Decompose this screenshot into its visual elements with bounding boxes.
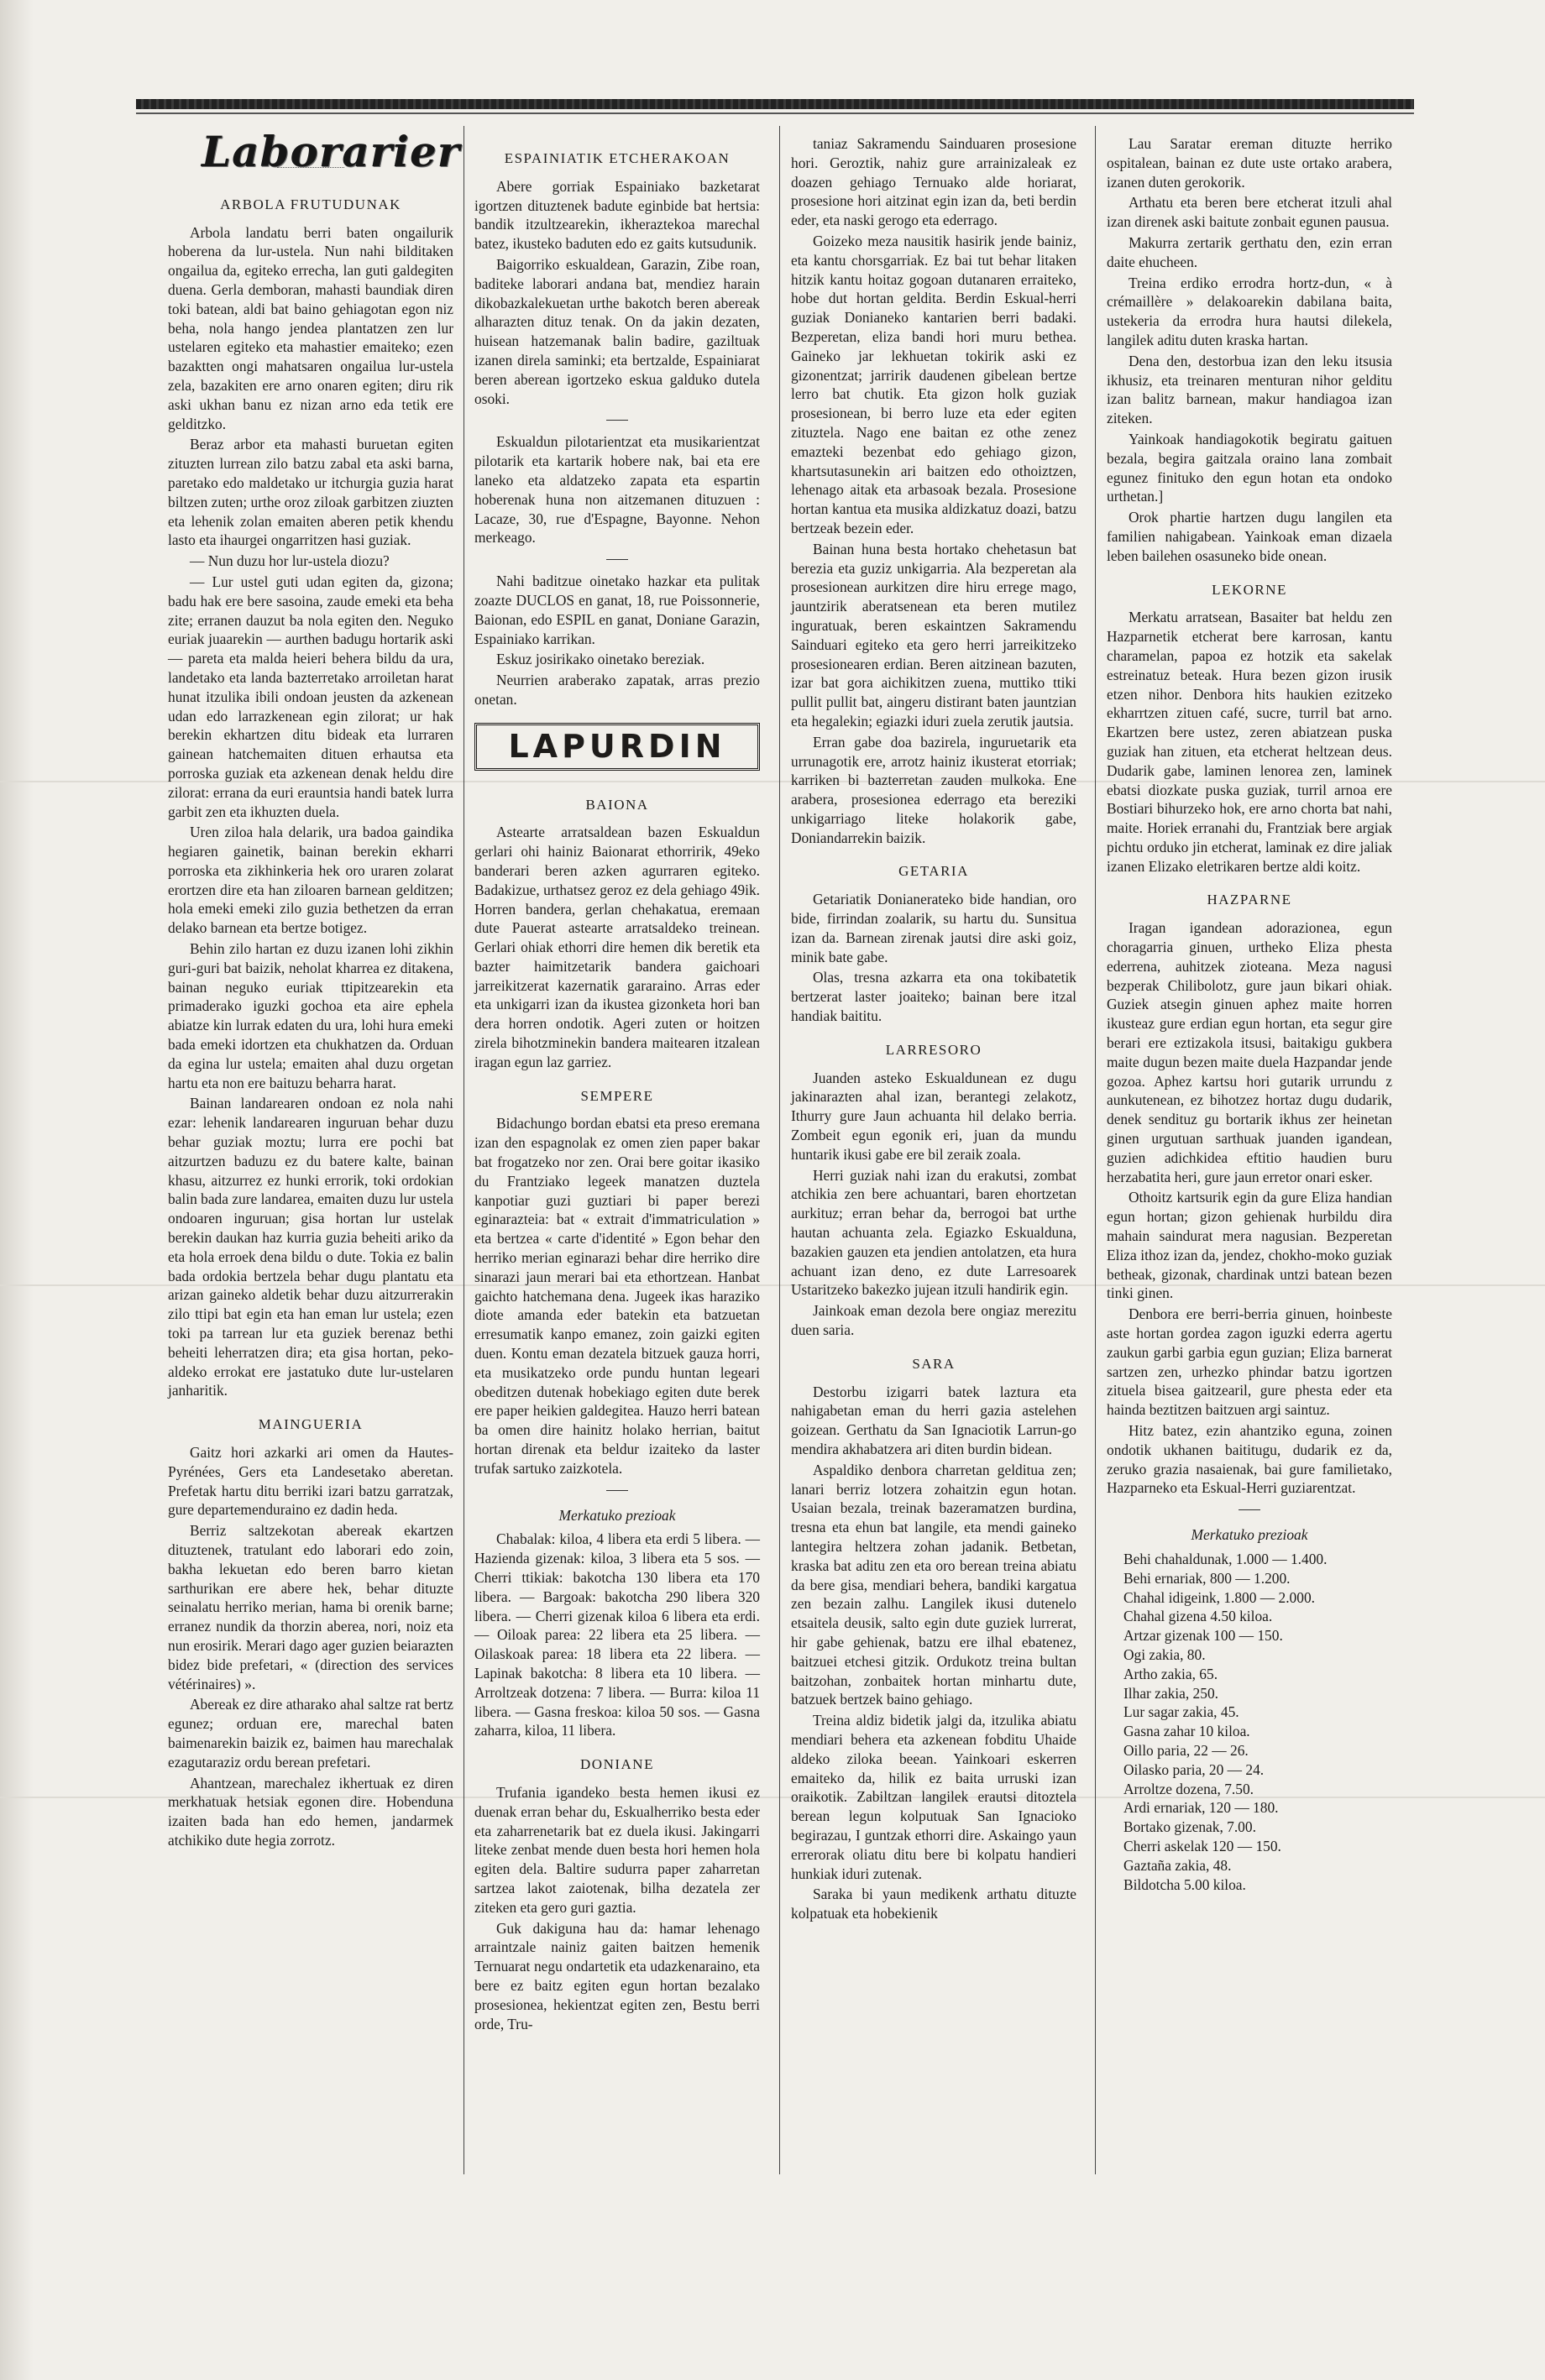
article-paragraph: Jainkoak eman dezola bere ongiaz merezitu duen saria. [791, 1302, 1076, 1339]
article-paragraph: Neurrien araberako zapatak, arras prezio onetan. [474, 672, 760, 708]
price-line: Behi chahaldunak, 1.000 — 1.400. [1123, 1550, 1328, 1567]
article-paragraph: Juanden asteko Eskualdunean ez dugu jakinarazten ahal izan, berantegi zelakotz, Ithurry gure Jaun achuanta hil delako berria. Zombeit egun egonik eri, juan da mundu huntarik ikusi gabe ere bil zeraik zoala. [791, 1069, 1076, 1163]
prices-heading: Merkatuko prezioak [558, 1506, 676, 1524]
price-line: Behi ernariak, 800 — 1.200. [1123, 1569, 1291, 1587]
article-paragraph: Arthatu eta beren bere etcherat itzuli ahal izan direnek aski baitute zonbait egunen pausua. [1107, 194, 1392, 231]
article-paragraph: Herri guziak nahi izan du erakutsi, zombat atchikia zen bere achuantari, baren ehortzetan aurkituz; erran behar da, berrogoi bat urthe hautan achuanta zela. Egiazko Eskualduna, bazakien gauzen eta jendien antolatzen, eta hura achuant izan deno, ez dute Larresoarek Ustaritzeko bakezko jujean itzuli handirik egin. [791, 1166, 1076, 1299]
article-paragraph: Destorbu izigarri batek laztura eta nahigabetan eman du herri gazia astelehen goizean. Gerthatu da San Ignaciotik Larrun-go mendira akhabatzera ari diten burdin bidean. [791, 1383, 1076, 1457]
article-paragraph: Baigorriko eskualdean, Garazin, Zibe roan, baditeke laborari andana bat, mendiez harain dikobazkalekuetan urthe bakotch beren abereak alharazten dituz tenak. On da jakin dezaten, huisean hatzemanak balin badire, gaziltuak izanen direla saminki; eta bertzalde, Espainiarat beren aberean igortzeko eskua galduko dutela osoki. [474, 255, 760, 407]
section-heading: LEKORNE [1212, 581, 1287, 598]
section-heading: ESPAINIATIK ETCHERAKOAN [504, 150, 731, 166]
price-line: Chahal gizena 4.50 kiloa. [1123, 1608, 1273, 1625]
article-paragraph: Abere gorriak Espainiako bazketarat igortzen dituztenek badute eginbide bat hertsia: bandik itzultzearekin, ikheraztekoa marechal batez, ikusteko baduten edo ez gaits kutsudunik. [474, 177, 760, 253]
section-separator [606, 1490, 628, 1491]
section-heading: SARA [912, 1355, 956, 1372]
section-heading: HAZPARNE [1207, 892, 1292, 908]
article-paragraph: taniaz Sakramendu Sainduaren prosesione hori. Geroztik, nahiz gure arrainizaleak ez doazen gehiago Ternuako alde horiarat, prosesione hori aitzinat egin izan da, beti berdin eder, eta naski gerogo eta ederrago. [791, 135, 1076, 229]
article-paragraph: Merkatu arratsean, Basaiter bat heldu zen Hazparnetik etcherat bere karrosan, kantu charamelan, papoa ez hotzik eta sakelak estreinatuz beteak. Hura bezen gizon irusik etzen nihor. Denbora hits haukien ezitzeko ekharrtzen zituen café, sucre, turril bat arno. Ekartzen bere ustez, zeren abiatzean puska guziak han zituen, eta etcherat heltzean deus. Dudarik gabe, laminen lenorea zen, laminek ebatsi diozkate puska guziak, turril arnoa ere Bostiari bihurzeko hok, ere arno chorta bat nahi, maite. Horiek erranahi du, Frantziak bere argiak pichtu orduko jin etcherat, laminak ez dire jaliak izanen Elizako eletrikaren bertze aldi koitz. [1107, 609, 1392, 875]
article-paragraph: — Nun duzu hor lur-ustela diozu? [190, 552, 390, 570]
section-separator [606, 420, 628, 421]
article-paragraph: Erran gabe doa bazirela, inguruetarik eta urrunagotik ere, arrotz hainiz ikusterat etorriak; karriken bi bazterretan zauden mulkoka. Ene arabera, prosesionea ederrago eta bereziki unkigarriago liteke holakorik gabe, Doniandarrekin baizik. [791, 733, 1076, 846]
price-line: Oillo paria, 22 — 26. [1123, 1741, 1249, 1759]
top-border-rule [136, 99, 1414, 109]
prices-heading: Merkatuko prezioak [1191, 1526, 1308, 1544]
article-paragraph: Eskualdun pilotarientzat eta musikarientzat pilotarik eta kartarik hobere nak, bai eta ere laneko eta aldatzeko zapata eta espartin hoberenak huna non aitzemanen dituzuen : Lacaze, 30, rue d'Espagne, Bayonne. Nehon merkeago. [474, 433, 760, 547]
article-paragraph: Arbola landatu berri baten ongailurik hoberena da lur-ustela. Nun nahi bilditaken ongailua da, egiteko errecha, lan guti galdegiten duena. Gerla demboran, mahasti baundiak diren toki batean, aldi bat baino gehiagotan egon niz beha, nola hango jendea plantatzen zen lur ustelaren egiteko eta mahastier emaiteko; ezen bazaktten ongi mahatsaren ongailua lur-ustela zela, bazakiten ere arno onaren egiten; diru rik aski ukhan banu ez nizan arno eda tetik ere gelditzko. [168, 223, 453, 432]
masthead-title: Laborarier [202, 127, 461, 176]
section-heading: SEMPERE [580, 1087, 654, 1104]
page-edge [0, 0, 34, 2380]
article-paragraph: Chabalak: kiloa, 4 libera eta erdi 5 libera. — Hazienda gizenak: kiloa, 3 libera eta 5 sos. — Cherri ttikiak: bakotcha 130 libera eta 170 libera. — Bargoak: bakotcha 290 libera 320 libera. — Cherri gizenak kiloa 6 libera eta erdi. — Oiloak parea: 22 libera eta 25 libera. — Oilaskoak parea: 18 libera eta 22 libera. — Lapinak bakotcha: 8 libera eta 10 libera. — Arroltzeak dotzena: 7 libera. — Burra: kiloa 11 libera. — Gasna freskoa: kiloa 50 sos. — Gasna zaharra, kiloa, 11 libera. [474, 1530, 760, 1739]
price-line: Gaztaña zakia, 48. [1123, 1856, 1232, 1874]
article-paragraph: Getariatik Donianerateko bide handian, oro bide, firrindan zoalarik, su hartu du. Sunsitua izan da. Barnean zirenak jautsi dire aski goiz, minik bate gabe. [791, 891, 1076, 965]
article-paragraph: Othoitz kartsurik egin da gure Eliza handian egun hortan; gizon gehienak hurbildu dira mahain saindurat mera nagusian. Bezperetan Eliza ithoz izan da, jendez, chokho-moko guziak betheak, gizonak, chardinak untzi batean bezen tinki ginen. [1107, 1189, 1392, 1302]
article-paragraph: Aspaldiko denbora charretan gelditua zen; lanari berriz lotzera zohaitzin egun hotan. Usaian bezala, treinak bazeramatzen burdina, tresna eta ehun bat langile, eta mendi gaineko lantegira heltzera zohan jadanik. Betbetan, kraska bat aditu zen eta oro berean treina abiatu da bere gisa, mendiari behera, bandiki kargatua zen bezain zalhu. Langilek ikusi dutenelo etsaitela deusik, salto egin dute guziek lurrerat, hir gabe gehienak, batzu ere ilhal ebatenez, baitzuei etchesi gitzik. Ordukotz treina bultan baitzohan, zonbaitek hortan minhartu dute, batzuek bertzek baino gehiago. [791, 1461, 1076, 1708]
article-paragraph: Nahi baditzue oinetako hazkar eta pulitak zoazte DUCLOS en ganat, 18, rue Poissonnerie, Baionan, edo ESPIL en ganat, Doniane Garazin, Espainiako karrikan. [474, 573, 760, 647]
article-paragraph: Trufania igandeko besta hemen ikusi ez duenak erran behar du, Eskualherriko besta eder eta zaharrenetarik bat ez duela ikusi. Jakingarri liteke zenbat mende duen besta hori hemen hola egiten dela. Baltire sudurra paper zaharretan sartzea lakot zaiotenak, bilha dezatela zer ziteken eta gero guri gaztia. [474, 1783, 760, 1916]
article-paragraph: Hitz batez, ezin ahantziko eguna, zoinen ondotik ukhanen baititugu, dudarik ez da, zeruko grazia nasaienak, bai gure familietako, Hazparneko eta Eskual-Herri guziarentzat. [1107, 1422, 1392, 1497]
price-line: Ogi zakia, 80. [1123, 1645, 1206, 1663]
column-divider [1095, 126, 1096, 2174]
article-paragraph: Ahantzean, marechalez ikhertuak ez diren merkhatuak hetsiak egonen dire. Hobenduna izaiten bada han edo hemen, jandarmek atchikiko dute hegia zorrotz. [168, 1774, 453, 1849]
section-separator [606, 559, 628, 560]
column-divider [779, 126, 780, 2174]
article-paragraph: Goizeko meza nausitik hasirik jende bainiz, eta kantu chorsgarriak. Ez bai tut behar litaken hitzik kantu hoitaz gogoan dutanaren erraiteko, hobe dut hortan geldita. Berdin Eskual-herri guziak Donianeko kantarien berri badaki. Bezperetan, eliza bandi hori muru bethea. Gaineko jar lekhuetan tokirik aski ez gizonentzat; jarririk daudenen gibelean bertze lerro bat chutik. Eta gizon holk guziak prosesionean, bi berro luze eta eder egiten zituztela. Nago ene baitan ez othe zenez emazteki bezenbat edo gehiago gizon, khartsutasunekin ari baitzen edo othoiztzen, lehenago aitak eta arbasoak bezala. Prosesione hortan kantua eta musika aldizkatuz doazi, batzu bertzeak bezein eder. [791, 232, 1076, 536]
price-line: Oilasko paria, 20 — 24. [1123, 1760, 1265, 1778]
section-heading: MAINGUERIA [258, 1416, 364, 1433]
price-line: Arroltze dozena, 7.50. [1123, 1780, 1254, 1797]
article-paragraph: Bainan huna besta hortako chehetasun bat berezia eta guziz unkigarria. Ala bezperetan ala prosesionean aurkitzen dire hiru errege mago, jauntzirik aberatsenean eta beren mutilez inguratuak, beren eskaintzen Sakramendu Sainduari egiteko eta gero herri jarreikitzeko prosesionearen erdian. Beren aitzinean bazuten, izar bat gora aichikitzen zuena, muttiko ttiki pullit pullit bat, aingeru distirant baten jauntzian eta hegalekin; egiazki iduri zuela zerutik jautsia. [791, 540, 1076, 730]
top-border-rule-thin [136, 112, 1414, 114]
price-line: Chahal idigeink, 1.800 — 2.000. [1123, 1588, 1315, 1606]
price-line: Gasna zahar 10 kiloa. [1123, 1723, 1250, 1740]
price-line: Bortako gizenak, 7.00. [1123, 1818, 1256, 1836]
column-1 [168, 127, 461, 1852]
section-heading: DONIANE [580, 1756, 654, 1773]
article-paragraph: Astearte arratsaldean bazen Eskualdun gerlari ohi hainiz Baionarat ethorririk, 49eko banderari beren azken agurraren egiteko. Badakizue, urthatsez geroz ez dela gehiago 49ik. Horren bandera, gerlan chehakatua, eremaan dute Pauerat astearte arratsaldeko treinean. Gerlari ohiak ethorri dire hemen dik beretik eta bazter haimitzetarik bandera gaichoari jarreikitzerat kazernatik gararaino. Arras eder eta unkigarri izan da ikustea gizonketa hori ban dera horren ondotik. Ageri zuten or hoitzen zirela bihotzminekin bandera maitearen itzalean iragan egun laz garriez. [474, 824, 760, 1070]
section-heading: BAIONA [585, 796, 649, 813]
region-banner: LAPURDIN [474, 723, 760, 771]
article-paragraph: Berriz saltzekotan abereak ekartzen dituztenek, tratulant edo laborari edo zoin, bakha lekuetan edo beren barro kietan sarthurikan ere abere hek, behar dituzte seinalatu herriko merian, hama bi orenik barne; erranez nundik da thorzin aberea, nori, noiz eta nun erosirik. Merari dago ager guzien beiarazten bidez bide prefetari, « (direction des services vétérinaires) ». [168, 1522, 453, 1692]
article-paragraph: Orok phartie hartzen dugu langilen eta familien nahigabean. Yainkoak eman dizaela leben bailehen osasuneko bide onean. [1107, 509, 1392, 564]
article-paragraph: — Lur ustel guti udan egiten da, gizona; badu hak ere bere sasoina, zaude emeki eta beha zite; erranen dauzut ba nola egiten den. Neguko euriak juaarekin — aurthen badugu hortarik aski — pareta eta malda heieri behera bildu da ura, landetako eta landa bazterretako arroiletan harat hunat itzulika ibili ondoan jeusten da azkenean udan edo larrazkenean egin zilorat; ur hak berekin ekhartzen ditu bideak eta lurraren gainean hatchemaiten dituen erhautsa eta porroska guziak eta azkenean denak heldu dire zilorat: errana da euri erauntsia handi batek lurra garbit zen eta ikhuzten duela. [168, 573, 453, 820]
article-paragraph: Treina aldiz bidetik jalgi da, itzulika abiatu mendiari behera eta azkenean fobditu Uhaide aldeko ziloka beean. Yainkoari eskerren emaiteko da, hilik ez baita urruski izan oraikotik. Zabiltzan langilek erautsi ditoztela berean legun kolputuak San Ignacioko begirazau, I guntzak ethorri dire. Askaingo yaun errerorak oliatu ditu bere bi kolpatu handieri hunkiak iduri zutenak. [791, 1712, 1076, 1882]
article-paragraph: Saraka bi yaun medikenk arthatu dituzte kolpatuak eta hobekienik [791, 1886, 1076, 1922]
price-line: Ilhar zakia, 250. [1123, 1684, 1218, 1702]
article-paragraph: Bainan landarearen ondoan ez nola nahi ezar: lehenik landarearen inguruan behar duzu behar guziak moztu; lurra ere pochi bat aitzurtzen baduzu ez du batere kalte, bainan khasu, aitzurrez ez hunki errorik, toki ordokian balin bada zure landarea, emaiten duzu lur ustela ondoaren inguruan; gisa hortan lur ustelak berekin daukan haz kurria guzia beheiti ariko da eta hola erroek dena bildu o dute. Tokia ez balin bada ordokia bertzela behar dugu plantatu eta arizan gaineko aldetik behar duzu aitzurrerakin zilo ttipi bat egin eta han eman lur ustela; ezen toki pa tarrean lur eta guziek berenaz bethi beheiti leherratzen dira; eta gisa hortan, peko-aldeko errokat ere jastatuko dute lur-ustelaren janharitik. [168, 1095, 453, 1399]
article-paragraph: Denbora ere berri-berria ginuen, hoinbeste aste hortan gordea zagon iguzki ederra agertu zaukun garbi garbia egun guzian; Eliza barnerat sartzen zen, urhezko phindar batzu igortzen zituela bisea gaitzearil, gure phesta eder eta hainda beztitzen baitzuen argi saintuz. [1107, 1305, 1392, 1419]
section-heading: ARBOLA FRUTUDUNAK [220, 196, 401, 212]
column-2 [474, 134, 760, 2035]
column-3 [791, 134, 1076, 1925]
price-line: Cherri askelak 120 — 150. [1123, 1837, 1281, 1854]
article-paragraph: Lau Saratar ereman dituzte herriko ospitalean, bainan ez dute uste ortako arabera, izanen duten gerokorik. [1107, 135, 1392, 191]
column-4 [1107, 134, 1392, 1894]
article-paragraph: Behin zilo hartan ez duzu izanen lohi zikhin guri-guri bat baizik, neholat kharrea ez ditakena, bainan neguko euriak ttipitzearekin eta primaderako iguzki gochoa eta aire ephela abiatze kin lurrak edaten du ura, lohi hura emeki bada emeki idortzen eta chukhatzen da. Orduan da egina lur ustela; emaiten ahal duzu orgetan hartu eta non ere baituzu beharra harat. [168, 940, 453, 1091]
article-paragraph: Iragan igandean adorazionea, egun choragarria ginuen, urtheko Eliza phesta ederrena, auhitzek zioteana. Meza nagusi bezperak Chilibolotz, gure jaun bikari ohiak. Guziek atsegin ginuen aphez maite horren ikusteaz gure erdian egun hortan, eta segur gire berari ere eztizakola itsusi, baitakigu gukbera maite dugun bezen maite duela Hazpandar jende gozoa. Aphez kartsu hori gutarik urrundu z aunkutenean, ez bihotzez hortaz dugu dudarik, denek sendituz gu bortarik ikhus zer heinetan ginen urgutuan sarthuak juanden igandean, guzien adichkidea eftitio haudien buru herzabatita heri, gure jaun erretor onari esker. [1107, 919, 1392, 1185]
section-heading: GETARIA [898, 863, 969, 880]
article-paragraph: Bidachungo bordan ebatsi eta preso eremana izan den espagnolak ez omen zien paper bakar bat frogatzeko nor zen. Orai bere goitar ikasiko du Frantziako legeek manatzen duztela kanpotiar guzi guztiari bi paper berezi eginarazteia: bat « extrait d'immatriculation » eta bertzea « carte d'identité » Egon behar den herriko merian eginarazi behar dire herriko dire sinarazi jaun merari bai eta ethortzean. Hanbat gaichto hatchemana dena. Jugeek ikas haraziko diote amanda eder batekin eta batzuetan erresumatik kanpo emanez, zoin gaizki egiten duen. Kontu eman dezatela bitzuek gauza horri, eta musikatzeko orde pundu huntan legeari obeditzen dutenak hobekiago egiten dute berek ere paper heikien galdegitea. Hauzo herri batean ba omen dire hainitz holako herrian, baitut hortan direnak eta beldur izaiteko da laster trufak sartuko zaizkotela. [474, 1115, 760, 1477]
article-paragraph: Makurra zertarik gerthatu den, ezin erran daite ehucheen. [1107, 233, 1392, 270]
article-paragraph: Yainkoak handiagokotik begiratu gaituen bezala, begira gaitzala oraino lana zombait egunez finituko den egun hotan eta ondoko urthetan.] [1107, 430, 1392, 505]
price-line: Artho zakia, 65. [1123, 1665, 1218, 1682]
price-line: Lur sagar zakia, 45. [1123, 1703, 1239, 1721]
price-line: Artzar gizenak 100 — 150. [1123, 1627, 1283, 1645]
article-paragraph: Uren ziloa hala delarik, ura badoa gaindika hegiaren gainetik, bainan berekin ekharri porroska eta zikhinkeria hek oro uraren zolarat erortzen dire eta han ziloaren barnean gelditzen; hola emeki emeki zilo guzia bethetzen da erran delako barnean eta bertze botigez. [168, 824, 453, 937]
price-line: Ardi ernariak, 120 — 180. [1123, 1799, 1279, 1817]
section-separator [1239, 1509, 1260, 1510]
article-paragraph: Abereak ez dire atharako ahal saltze rat bertz egunez; orduan ere, marechal baten baimenarekin baizik ez, baimen hau marechalak ezagutaraziz ordu berean prefetari. [168, 1696, 453, 1771]
article-paragraph: Beraz arbor eta mahasti buruetan egiten zituzten lurrean zilo batzu zabal eta aski barna, paretako edo maldetako ur itchurgia guzia harat biltzen zuten; urthe oroz ziloak garbitzen ziuzten eta lehenik zolan emaiten aberen petik khendu lasto eta ihaurgei ongarritzen hasi guziak. [168, 436, 453, 549]
article-paragraph: Olas, tresna azkarra eta ona tokibatetik bertzerat laster joaiteko; bainan bere itzal handiak baititu. [791, 969, 1076, 1025]
price-line: Bildotcha 5.00 kiloa. [1123, 1875, 1246, 1893]
article-paragraph: Treina erdiko errodra hortz-dun, « à crémaillère » delakoarekin dabilana baita, ustekeria da errodra hura hautsi dilekela, langilek aditu duten kraska hartan. [1107, 274, 1392, 348]
article-paragraph: Guk dakiguna hau da: hamar lehenago arraintzale nainiz gaiten baitzen hemenik Ternuarat negu ondartetik eta udazkenaraino, eta bere ez baitz egiten egun hortan bezalako prosesionea, hekientzat egiten zen, Bestu berri orde, Tru- [474, 1919, 760, 2032]
section-heading: LARRESORO [885, 1041, 982, 1058]
article-paragraph: Dena den, destorbua izan den leku itsusia ikhusiz, eta treinaren menturan nihor gelditu izan balitz barnean, makur handiagoa izan ziteken. [1107, 352, 1392, 427]
article-paragraph: Eskuz josirikako oinetako bereziak. [496, 651, 705, 668]
article-paragraph: Gaitz hori azkarki ari omen da Hautes-Pyrénées, Gers eta Landesetako aberetan. Prefetak hartu ditu berriki izari batzu garratzak, gure departemenduraino ez dadin heda. [168, 1444, 453, 1519]
